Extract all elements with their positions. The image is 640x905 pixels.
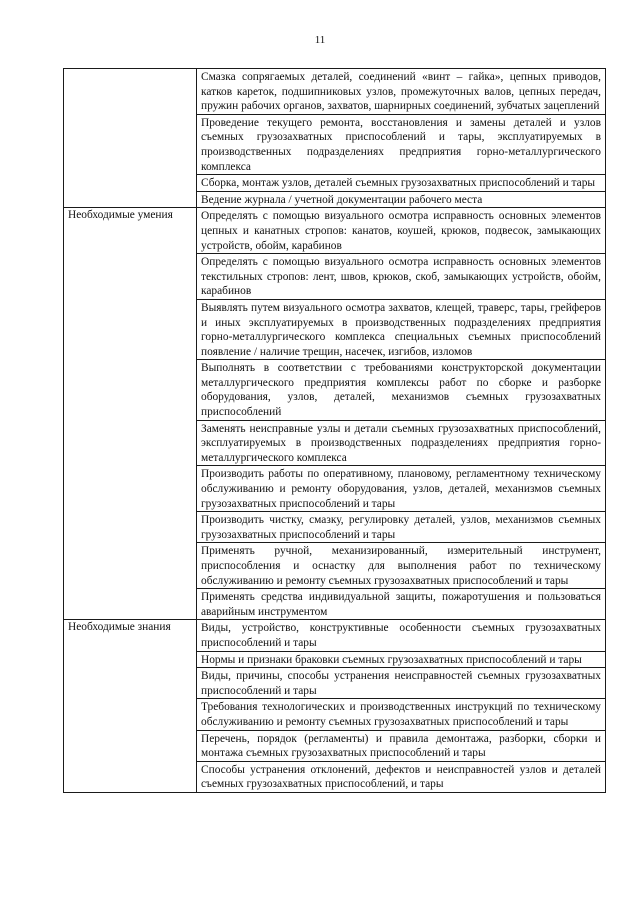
requirement-text: Применять ручной, механизированный, измерительный инструмент, приспособления и оснастку для выполнения работ по техническому обслуживанию и ремонту съемных грузозахватных приспособлений и тары [197,543,606,589]
table-row [64,589,606,620]
table-row [64,651,606,668]
requirement-text: Определять с помощью визуального осмотра исправность основных элементов текстильных стропов: лент, швов, крюков, скоб, замыкающих устройств, обойм, карабинов [197,254,606,300]
requirement-text: Определять с помощью визуального осмотра исправность основных элементов цепных и канатных стропов: канатов, коушей, крюков, подвесок, замыкающих устройств, обойм, карабинов [197,208,606,254]
requirement-text: Перечень, порядок (регламенты) и правила демонтажа, разборки, сборки и монтажа съемных грузозахватных приспособлений и тары [197,730,606,761]
section-label-continuation [64,761,197,792]
section-label-continuation [64,299,197,359]
requirement-text: Проведение текущего ремонта, восстановления и замены деталей и узлов съемных грузозахватных приспособлений и тары, эксплуатируемых в производственных подразделениях предприятия горно-металлургического комплекса [197,114,606,174]
requirement-text: Ведение журнала / учетной документации рабочего места [197,191,606,208]
section-label-continuation [64,191,197,208]
section-label-continuation [64,699,197,730]
section-label-continuation [64,589,197,620]
requirement-text: Производить чистку, смазку, регулировку деталей, узлов, механизмов съемных грузозахватных приспособлений и тары [197,512,606,543]
section-label-continuation [64,175,197,192]
requirement-text: Сборка, монтаж узлов, деталей съемных грузозахватных приспособлений и тары [197,175,606,192]
table-row [64,761,606,792]
section-label: Необходимые умения [64,208,197,254]
table-row [64,175,606,192]
table-row [64,699,606,730]
requirement-text: Заменять неисправные узлы и детали съемных грузозахватных приспособлений, эксплуатируемых в производственных подразделениях предприятия горно-металлургического комплекса [197,420,606,466]
table-row [64,191,606,208]
section-label-continuation [64,254,197,300]
section-label-continuation [64,420,197,466]
requirements-table [63,68,606,793]
table-row [64,512,606,543]
table-row [64,730,606,761]
requirement-text: Выполнять в соответствии с требованиями конструкторской документации металлургического предприятия комплексы работ по сборке и разборке оборудования, узлов, деталей, механизмов съемных грузозахватных приспособлений [197,360,606,420]
requirement-text: Применять средства индивидуальной защиты, пожаротушения и пользоваться аварийным инструментом [197,589,606,620]
requirement-text: Смазка сопрягаемых деталей, соединений «винт – гайка», цепных приводов, катков кареток, подшипниковых узлов, промежуточных валов, цепных передач, пружин рабочих органов, захватов, шарнирных соединений, зубчатых зацеплений [197,69,606,115]
section-label-continuation [64,512,197,543]
table-row [64,254,606,300]
section-label-continuation [64,114,197,174]
table-row [64,420,606,466]
table-row [64,114,606,174]
requirement-text: Виды, устройство, конструктивные особенности съемных грузозахватных приспособлений и тары [197,620,606,651]
table-row [64,299,606,359]
section-label-continuation [64,730,197,761]
table-row [64,360,606,420]
table-row [64,668,606,699]
table-row [64,69,606,115]
section-label [64,69,197,115]
requirement-text: Производить работы по оперативному, плановому, регламентному техническому обслуживанию и ремонту оборудования, узлов, деталей, механизмов съемных грузозахватных приспособлений и тары [197,466,606,512]
table-row [64,466,606,512]
section-label-continuation [64,360,197,420]
requirement-text: Способы устранения отклонений, дефектов и неисправностей узлов и деталей съемных грузозахватных приспособлений, и тары [197,761,606,792]
table-row [64,543,606,589]
requirement-text: Требования технологических и производственных инструкций по техническому обслуживанию и ремонту съемных грузозахватных приспособлений и тары [197,699,606,730]
requirement-text: Виды, причины, способы устранения неисправностей съемных грузозахватных приспособлений и тары [197,668,606,699]
section-label-continuation [64,668,197,699]
requirements-table-body [64,69,606,793]
table-row [64,208,606,254]
section-label-continuation [64,466,197,512]
table-row [64,620,606,651]
section-label-continuation [64,651,197,668]
section-label-continuation [64,543,197,589]
section-label: Необходимые знания [64,620,197,651]
page-number: 11 [314,34,326,46]
requirement-text: Выявлять путем визуального осмотра захватов, клещей, траверс, тары, грейферов и иных эксплуатируемых в производственных подразделениях предприятия горно-металлургического комплекса специальных съемных приспособлений появление / наличие трещин, насечек, изгибов, изломов [197,299,606,359]
requirement-text: Нормы и признаки браковки съемных грузозахватных приспособлений и тары [197,651,606,668]
